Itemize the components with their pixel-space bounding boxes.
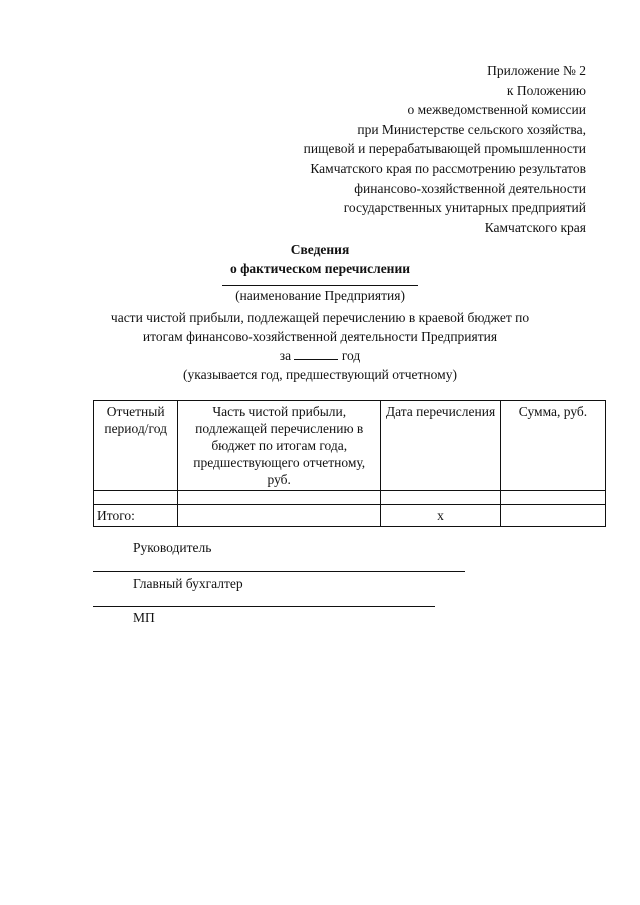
year-suffix: год [341, 348, 361, 363]
document-title-block [0, 240, 640, 384]
appendix-line: к Положению [506, 82, 586, 98]
appendix-line: Приложение № 2 [487, 63, 586, 78]
appendix-line: финансово-хозяйственной деятельности [354, 180, 586, 196]
table-cell [178, 491, 381, 505]
appendix-line: Камчатского края [484, 219, 586, 235]
document-title: Сведения [290, 242, 350, 257]
director-signature-line [93, 571, 465, 572]
table-header-row [94, 401, 606, 491]
year-line [0, 346, 640, 365]
header-transfer-date: Дата перечисления [381, 401, 501, 491]
table-cell [500, 505, 605, 527]
table-cell [178, 505, 381, 527]
total-date-mark: х [381, 505, 501, 527]
stamp-label: МП [133, 610, 155, 625]
header-period: Отчетный период/год [94, 401, 178, 491]
enterprise-name-caption: (наименование Предприятия) [235, 288, 405, 303]
appendix-line: пищевой и перерабатывающей промышленности [303, 141, 586, 157]
table-row [94, 491, 606, 505]
report-table [93, 400, 606, 527]
appendix-reference [304, 61, 586, 237]
director-signature-label: Руководитель [133, 540, 212, 555]
table-cell [94, 491, 178, 505]
appendix-line: о межведомственной комиссии [407, 102, 586, 118]
appendix-line: при Министерстве сельского хозяйства, [357, 121, 586, 137]
table-total-row [94, 505, 606, 527]
appendix-line: Камчатского края по рассмотрению результатов [310, 160, 586, 176]
table-cell [381, 491, 501, 505]
description-line-1: части чистой прибыли, подлежащей перечислению в краевой бюджет по [110, 310, 530, 325]
total-label: Итого: [94, 505, 178, 527]
appendix-line: государственных унитарных предприятий [343, 200, 586, 216]
year-prefix: за [279, 348, 292, 363]
year-blank [294, 347, 338, 360]
table-cell [500, 491, 605, 505]
document-subtitle: о фактическом перечислении [229, 261, 411, 276]
description-line-2: итогам финансово-хозяйственной деятельности Предприятия [142, 329, 498, 344]
year-note: (указывается год, предшествующий отчетному) [183, 367, 457, 382]
header-amount: Сумма, руб. [500, 401, 605, 491]
chief-accountant-signature-line [93, 606, 435, 607]
header-profit-share: Часть чистой прибыли, подлежащей перечислению в бюджет по итогам года, предшествующего отчетному, руб. [178, 401, 381, 491]
chief-accountant-signature-label: Главный бухгалтер [133, 576, 243, 591]
